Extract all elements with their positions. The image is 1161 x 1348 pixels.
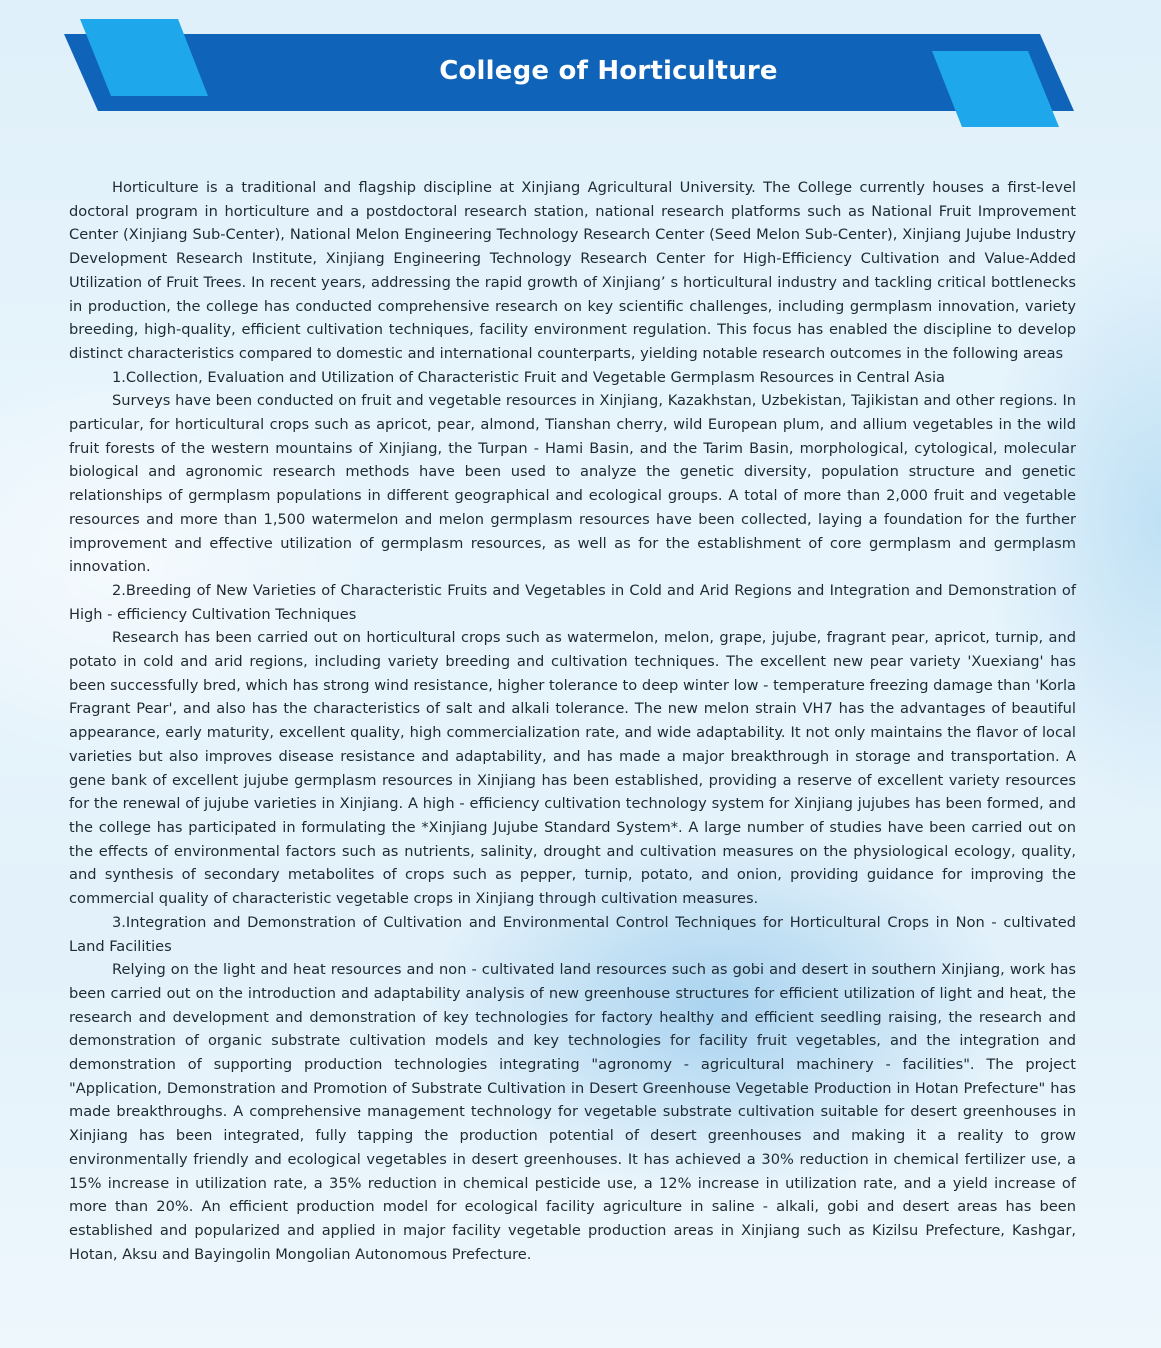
section-heading-2: 2.Breeding of New Varieties of Characteristic Fruits and Vegetables in Cold and Arid Regions and Integration and Demonstration of High - efficiency Cultivation Techniques [69,581,1076,623]
intro-paragraph: Horticulture is a traditional and flagship discipline at Xinjiang Agricultural University. The College currently houses a first-level doctoral program in horticulture and a postdoctoral research station, national research platforms such as National Fruit Improvement Center (Xinjiang Sub-Center), National Melon Engineering Technology Research Center (Seed Melon Sub-Center), Xinjiang Jujube Industry Development Research Institute, Xinjiang Engineering Technology Research Center for High-Efficiency Cultivation and Value-Added Utilization of Fruit Trees. In recent years, addressing the rapid growth of Xinjiang’ s horticultural industry and tackling critical bottlenecks in production, the college has conducted comprehensive research on key scientific challenges, including germplasm innovation, variety breeding, high-quality, efficient cultivation techniques, facility environment regulation. This focus has enabled the discipline to develop distinct characteristics compared to domestic and international counterparts, yielding notable research outcomes in the following areas [69,179,1076,362]
section-body-1: Surveys have been conducted on fruit and vegetable resources in Xinjiang, Kazakhstan, Uzbekistan, Tajikistan and other regions. In particular, for horticultural crops such as apricot, pear, almond, Tianshan cherry, wild European plum, and allium vegetables in the wild fruit forests of the western mountains of Xinjiang, the Turpan - Hami Basin, and the Tarim Basin, morphological, cytological, molecular biological and agronomic research methods have been used to analyze the genetic diversity, population structure and genetic relationships of germplasm populations in different geographical and ecological groups. A total of more than 2,000 fruit and vegetable resources and more than 1,500 watermelon and melon germplasm resources have been collected, laying a foundation for the further improvement and effective utilization of germplasm resources, as well as for the establishment of core germplasm and germplasm innovation. [69,392,1076,576]
title-banner [0,0,1161,140]
section-heading-3: 3.Integration and Demonstration of Cultivation and Environmental Control Techniques for Horticultural Crops in Non - cultivated Land Facilities [69,913,1076,955]
page-title: College of Horticulture [439,56,778,86]
section-body-3: Relying on the light and heat resources and non - cultivated land resources such as gobi and desert in southern Xinjiang, work has been carried out on the introduction and adaptability analysis of new greenhouse structures for efficient utilization of light and heat, the research and development and demonstration of key technologies for factory healthy and efficient seedling raising, the research and demonstration of organic substrate cultivation models and key technologies for facility fruit vegetables, and the integration and demonstration of supporting production technologies integrating "agronomy - agricultural machinery - facilities". The project "Application, Demonstration and Promotion of Substrate Cultivation in Desert Greenhouse Vegetable Production in Hotan Prefecture" has made breakthroughs. A comprehensive management technology for vegetable substrate cultivation suitable for desert greenhouses in Xinjiang has been integrated, fully tapping the production potential of desert greenhouses and making it a reality to grow environmentally friendly and ecological vegetables in desert greenhouses. It has achieved a 30% reduction in chemical fertilizer use, a 15% increase in utilization rate, a 35% reduction in chemical pesticide use, a 12% increase in utilization rate, and a yield increase of more than 20%. An efficient production model for ecological facility agriculture in saline - alkali, gobi and desert areas has been established and popularized and applied in major facility vegetable production areas in Xinjiang such as Kizilsu Prefecture, Kashgar, Hotan, Aksu and Bayingolin Mongolian Autonomous Prefecture. [69,961,1076,1263]
section-body-2: Research has been carried out on horticultural crops such as watermelon, melon, grape, jujube, fragrant pear, apricot, turnip, and potato in cold and arid regions, including variety breeding and cultivation techniques. The excellent new pear variety 'Xuexiang' has been successfully bred, which has strong wind resistance, higher tolerance to deep winter low - temperature freezing damage than 'Korla Fragrant Pear', and also has the characteristics of salt and alkali tolerance. The new melon strain VH7 has the advantages of beautiful appearance, early maturity, excellent quality, high commercialization rate, and wide adaptability. It not only maintains the flavor of local varieties but also improves disease resistance and adaptability, and has made a major breakthrough in storage and transportation. A gene bank of excellent jujube germplasm resources in Xinjiang has been established, providing a reserve of excellent variety resources for the renewal of jujube varieties in Xinjiang. A high - efficiency cultivation technology system for Xinjiang jujubes has been formed, and the college has participated in formulating the *Xinjiang Jujube Standard System*. A large number of studies have been carried out on the effects of environmental factors such as nutrients, salinity, drought and cultivation measures on the physiological ecology, quality, and synthesis of secondary metabolites of crops such as pepper, turnip, potato, and onion, providing guidance for improving the commercial quality of characteristic vegetable crops in Xinjiang through cultivation measures. [69,629,1076,908]
article-body [69,176,1076,1266]
section-heading-1: 1.Collection, Evaluation and Utilization of Characteristic Fruit and Vegetable Germplasm Resources in Central Asia [112,368,945,386]
